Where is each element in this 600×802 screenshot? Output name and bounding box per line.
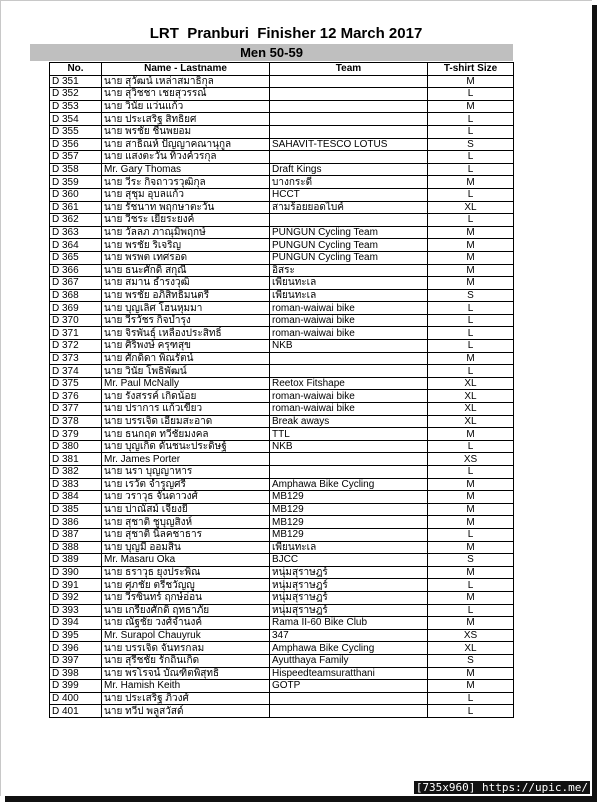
cell-size: L bbox=[428, 440, 514, 453]
cell-no: D 385 bbox=[50, 503, 102, 516]
cell-team: หนุ่มสุราษฎร์ bbox=[270, 591, 428, 604]
cell-no: D 363 bbox=[50, 226, 102, 239]
cell-name: นาย พรชัย อภิสิทธิ์มนตรี bbox=[102, 289, 270, 302]
cell-team: เพียนทะเล bbox=[270, 289, 428, 302]
cell-name: นาย บุญเลิศ โฮนหุมมา bbox=[102, 302, 270, 315]
cell-name: Mr. Gary Thomas bbox=[102, 163, 270, 176]
cell-team: TTL bbox=[270, 428, 428, 441]
cell-name: นาย ศักดิ์ดา พิณรัตน์ bbox=[102, 352, 270, 365]
table-row bbox=[50, 163, 514, 176]
cell-no: D 388 bbox=[50, 541, 102, 554]
cell-team: หนุ่มสุราษฎร์ bbox=[270, 566, 428, 579]
cell-size: L bbox=[428, 692, 514, 705]
cell-team: Ayutthaya Family bbox=[270, 654, 428, 667]
cell-name: นาย บรรเจิด จันทรกลม bbox=[102, 642, 270, 655]
table-row bbox=[50, 680, 514, 693]
cell-name: นาย สุรีชชัย รักถิ่นเกิด bbox=[102, 654, 270, 667]
page-border-left bbox=[0, 0, 1, 796]
cell-team: Rama II-60 Bike Club bbox=[270, 617, 428, 630]
table-row bbox=[50, 516, 514, 529]
cell-no: D 370 bbox=[50, 314, 102, 327]
cell-no: D 362 bbox=[50, 214, 102, 227]
cell-size: M bbox=[428, 239, 514, 252]
table-row bbox=[50, 453, 514, 466]
cell-size: S bbox=[428, 289, 514, 302]
cell-size: M bbox=[428, 277, 514, 290]
table-row bbox=[50, 138, 514, 151]
cell-name: นาย วีระ กิจถาวรวุฒิกุล bbox=[102, 176, 270, 189]
cell-no: D 361 bbox=[50, 201, 102, 214]
cell-team: Amphawa Bike Cycling bbox=[270, 642, 428, 655]
cell-no: D 356 bbox=[50, 138, 102, 151]
cell-team: roman-waiwai bike bbox=[270, 327, 428, 340]
cell-size: S bbox=[428, 654, 514, 667]
cell-name: นาย วราวุธ จันดาวงศ์ bbox=[102, 491, 270, 504]
cell-no: D 377 bbox=[50, 403, 102, 416]
cell-no: D 366 bbox=[50, 264, 102, 277]
cell-no: D 355 bbox=[50, 125, 102, 138]
cell-name: นาย ธนกฤต ทวีชัยมงคล bbox=[102, 428, 270, 441]
cell-size: XL bbox=[428, 201, 514, 214]
cell-no: D 357 bbox=[50, 151, 102, 164]
cell-no: D 378 bbox=[50, 415, 102, 428]
cell-name: นาย สุวัฒน์ เหล่าสมาธิกุล bbox=[102, 75, 270, 88]
cell-name: นาย สาธิณห์ ปัญญาคณานุกูล bbox=[102, 138, 270, 151]
cell-name: นาย วัลลภ ภาณุมิพฤกษ์ bbox=[102, 226, 270, 239]
cell-no: D 391 bbox=[50, 579, 102, 592]
page-border-top bbox=[0, 0, 592, 1]
table-row bbox=[50, 478, 514, 491]
cell-name: นาย ธราวุธ ยุงประพิณ bbox=[102, 566, 270, 579]
table-row bbox=[50, 264, 514, 277]
cell-size: L bbox=[428, 327, 514, 340]
cell-no: D 395 bbox=[50, 629, 102, 642]
cell-name: นาย สุชาติ นิลคชาธาร bbox=[102, 528, 270, 541]
cell-size: L bbox=[428, 340, 514, 353]
cell-name: นาย วีชระ เยียระยงค์ bbox=[102, 214, 270, 227]
cell-size: M bbox=[428, 541, 514, 554]
cell-name: นาย ปราการ แก้วเขียว bbox=[102, 403, 270, 416]
table-body bbox=[50, 75, 514, 717]
cell-size: L bbox=[428, 604, 514, 617]
finisher-table bbox=[49, 62, 514, 718]
cell-name: นาย รังสรรค์ เกิดน้อย bbox=[102, 390, 270, 403]
cell-name: นาย วินัย แว่นแก้ว bbox=[102, 100, 270, 113]
cell-size: M bbox=[428, 478, 514, 491]
cell-size: XL bbox=[428, 642, 514, 655]
table-row bbox=[50, 541, 514, 554]
cell-no: D 374 bbox=[50, 365, 102, 378]
watermark-label: [735x960] https://upic.me/ bbox=[415, 781, 588, 794]
table-row bbox=[50, 503, 514, 516]
cell-no: D 376 bbox=[50, 390, 102, 403]
cell-name: นาย สมาน ธำรงวุฒิ bbox=[102, 277, 270, 290]
section-header: Men 50-59 bbox=[30, 44, 513, 61]
cell-no: D 380 bbox=[50, 440, 102, 453]
cell-name: Mr. Hamish Keith bbox=[102, 680, 270, 693]
cell-team: 347 bbox=[270, 629, 428, 642]
cell-name: Mr. James Porter bbox=[102, 453, 270, 466]
cell-team: Amphawa Bike Cycling bbox=[270, 478, 428, 491]
cell-no: D 379 bbox=[50, 428, 102, 441]
cell-team: roman-waiwai bike bbox=[270, 314, 428, 327]
cell-team: roman-waiwai bike bbox=[270, 302, 428, 315]
cell-size: XL bbox=[428, 390, 514, 403]
cell-team bbox=[270, 453, 428, 466]
cell-team bbox=[270, 125, 428, 138]
cell-team: PUNGUN Cycling Team bbox=[270, 226, 428, 239]
cell-team: Reetox Fitshape bbox=[270, 377, 428, 390]
table-row bbox=[50, 415, 514, 428]
cell-team: BJCC bbox=[270, 554, 428, 567]
cell-size: M bbox=[428, 264, 514, 277]
table-row bbox=[50, 491, 514, 504]
cell-size: M bbox=[428, 680, 514, 693]
table-row bbox=[50, 377, 514, 390]
table-row bbox=[50, 251, 514, 264]
cell-size: L bbox=[428, 113, 514, 126]
cell-size: L bbox=[428, 528, 514, 541]
table-row bbox=[50, 176, 514, 189]
cell-no: D 352 bbox=[50, 88, 102, 101]
cell-team bbox=[270, 692, 428, 705]
cell-size: L bbox=[428, 151, 514, 164]
table-row bbox=[50, 667, 514, 680]
table-row bbox=[50, 151, 514, 164]
cell-name: นาย ศุภชัย ตรีชวัญญู bbox=[102, 579, 270, 592]
cell-no: D 383 bbox=[50, 478, 102, 491]
table-row bbox=[50, 365, 514, 378]
table-row bbox=[50, 591, 514, 604]
cell-size: XL bbox=[428, 377, 514, 390]
cell-no: D 394 bbox=[50, 617, 102, 630]
cell-size: L bbox=[428, 125, 514, 138]
cell-name: นาย พรชัย ริเจริญ bbox=[102, 239, 270, 252]
table-row bbox=[50, 403, 514, 416]
cell-name: นาย บุญเกิด ดันชนะประดิษฐ์ bbox=[102, 440, 270, 453]
cell-team: PUNGUN Cycling Team bbox=[270, 251, 428, 264]
cell-name: Mr. Paul McNally bbox=[102, 377, 270, 390]
cell-team bbox=[270, 75, 428, 88]
cell-no: D 400 bbox=[50, 692, 102, 705]
cell-name: นาย แสงตะวัน ทิวงค์วรกุล bbox=[102, 151, 270, 164]
table-row bbox=[50, 188, 514, 201]
cell-name: นาย สุชุม อุบลแก้ว bbox=[102, 188, 270, 201]
cell-team: บางกระดี่ bbox=[270, 176, 428, 189]
cell-size: XS bbox=[428, 453, 514, 466]
table-row bbox=[50, 579, 514, 592]
cell-no: D 396 bbox=[50, 642, 102, 655]
cell-team: Break aways bbox=[270, 415, 428, 428]
cell-team: NKB bbox=[270, 440, 428, 453]
cell-size: L bbox=[428, 466, 514, 479]
column-header-team: Team bbox=[270, 63, 428, 76]
table-row bbox=[50, 100, 514, 113]
cell-no: D 384 bbox=[50, 491, 102, 504]
cell-name: นาย พรพต เทศรอด bbox=[102, 251, 270, 264]
cell-team: MB129 bbox=[270, 491, 428, 504]
cell-team: Draft Kings bbox=[270, 163, 428, 176]
cell-size: L bbox=[428, 579, 514, 592]
table-row bbox=[50, 314, 514, 327]
cell-no: D 401 bbox=[50, 705, 102, 718]
cell-name: นาย พรชัย ชื่นพยอม bbox=[102, 125, 270, 138]
cell-no: D 386 bbox=[50, 516, 102, 529]
table-row bbox=[50, 705, 514, 718]
cell-name: นาย จิรพันธุ์ เหลืองประสิทธิ์ bbox=[102, 327, 270, 340]
cell-size: XS bbox=[428, 629, 514, 642]
cell-size: L bbox=[428, 314, 514, 327]
table-row bbox=[50, 654, 514, 667]
cell-size: S bbox=[428, 138, 514, 151]
cell-size: L bbox=[428, 705, 514, 718]
table-row bbox=[50, 440, 514, 453]
cell-name: นาย ธนะศักดิ์ สกุณี bbox=[102, 264, 270, 277]
page-shadow-bottom bbox=[5, 796, 597, 802]
cell-name: นาย วินัย โพธิพัฒน์ bbox=[102, 365, 270, 378]
cell-size: L bbox=[428, 88, 514, 101]
cell-size: L bbox=[428, 214, 514, 227]
table-row bbox=[50, 113, 514, 126]
table-row bbox=[50, 302, 514, 315]
cell-name: นาย ประเสริฐ ภิวงศ์ bbox=[102, 692, 270, 705]
cell-size: M bbox=[428, 352, 514, 365]
cell-name: นาย บุญมี ออมสิน bbox=[102, 541, 270, 554]
column-header-name: Name - Lastname bbox=[102, 63, 270, 76]
cell-name: นาย สุชาติ ชูบุญสิงห์ bbox=[102, 516, 270, 529]
table-row bbox=[50, 201, 514, 214]
cell-size: M bbox=[428, 667, 514, 680]
table-row bbox=[50, 289, 514, 302]
cell-team bbox=[270, 466, 428, 479]
cell-size: L bbox=[428, 365, 514, 378]
table-row bbox=[50, 554, 514, 567]
cell-no: D 390 bbox=[50, 566, 102, 579]
cell-no: D 399 bbox=[50, 680, 102, 693]
cell-team: เพียนทะเล bbox=[270, 277, 428, 290]
cell-name: นาย เกรียงศักดิ์ ฤทธาภัย bbox=[102, 604, 270, 617]
cell-size: S bbox=[428, 554, 514, 567]
cell-team: Hispeedteamsuratthani bbox=[270, 667, 428, 680]
cell-size: M bbox=[428, 491, 514, 504]
table-row bbox=[50, 428, 514, 441]
cell-size: L bbox=[428, 302, 514, 315]
table-row bbox=[50, 466, 514, 479]
cell-size: M bbox=[428, 516, 514, 529]
table-row bbox=[50, 277, 514, 290]
cell-size: L bbox=[428, 188, 514, 201]
cell-team bbox=[270, 352, 428, 365]
cell-name: นาย วีรวัชร กิจบำรุง bbox=[102, 314, 270, 327]
cell-size: M bbox=[428, 75, 514, 88]
cell-team bbox=[270, 88, 428, 101]
cell-no: D 387 bbox=[50, 528, 102, 541]
cell-no: D 368 bbox=[50, 289, 102, 302]
cell-no: D 353 bbox=[50, 100, 102, 113]
cell-size: M bbox=[428, 503, 514, 516]
cell-name: Mr. Surapol Chauyruk bbox=[102, 629, 270, 642]
cell-team: PUNGUN Cycling Team bbox=[270, 239, 428, 252]
cell-no: D 389 bbox=[50, 554, 102, 567]
table-row bbox=[50, 125, 514, 138]
table-row bbox=[50, 390, 514, 403]
cell-size: M bbox=[428, 591, 514, 604]
table-row bbox=[50, 566, 514, 579]
cell-size: XL bbox=[428, 415, 514, 428]
table-row bbox=[50, 75, 514, 88]
cell-team: NKB bbox=[270, 340, 428, 353]
cell-team: roman-waiwai bike bbox=[270, 390, 428, 403]
table-row bbox=[50, 214, 514, 227]
cell-no: D 393 bbox=[50, 604, 102, 617]
table-row bbox=[50, 226, 514, 239]
table-header-row bbox=[50, 63, 514, 76]
cell-name: นาย เรวัต จำรูญศรี bbox=[102, 478, 270, 491]
cell-team bbox=[270, 705, 428, 718]
column-header-no: No. bbox=[50, 63, 102, 76]
cell-name: นาย ศิริพงษ์ ครุฑสุข bbox=[102, 340, 270, 353]
cell-team: SAHAVIT-TESCO LOTUS bbox=[270, 138, 428, 151]
cell-team bbox=[270, 214, 428, 227]
cell-no: D 351 bbox=[50, 75, 102, 88]
table-row bbox=[50, 629, 514, 642]
cell-no: D 373 bbox=[50, 352, 102, 365]
cell-team: อิสระ bbox=[270, 264, 428, 277]
cell-name: นาย ณัฐชัย วงศ์จำนงค์ bbox=[102, 617, 270, 630]
cell-no: D 365 bbox=[50, 251, 102, 264]
cell-no: D 398 bbox=[50, 667, 102, 680]
cell-size: L bbox=[428, 163, 514, 176]
cell-no: D 397 bbox=[50, 654, 102, 667]
table-row bbox=[50, 239, 514, 252]
cell-size: XL bbox=[428, 403, 514, 416]
cell-name: นาย รัชนาท พฤกษาตะวัน bbox=[102, 201, 270, 214]
cell-name: นาย ทวีป พลูสวัสด์ bbox=[102, 705, 270, 718]
table-row bbox=[50, 352, 514, 365]
table-row bbox=[50, 327, 514, 340]
cell-team: สามร้อยยอดไบค์ bbox=[270, 201, 428, 214]
cell-no: D 354 bbox=[50, 113, 102, 126]
cell-team bbox=[270, 100, 428, 113]
cell-no: D 358 bbox=[50, 163, 102, 176]
cell-no: D 382 bbox=[50, 466, 102, 479]
cell-size: M bbox=[428, 176, 514, 189]
table-row bbox=[50, 340, 514, 353]
cell-team bbox=[270, 365, 428, 378]
cell-size: M bbox=[428, 428, 514, 441]
cell-size: M bbox=[428, 617, 514, 630]
cell-no: D 369 bbox=[50, 302, 102, 315]
cell-team: roman-waiwai bike bbox=[270, 403, 428, 416]
cell-team: GOTP bbox=[270, 680, 428, 693]
cell-name: Mr. Masaru Oka bbox=[102, 554, 270, 567]
cell-no: D 372 bbox=[50, 340, 102, 353]
document-title: LRT Pranburi Finisher 12 March 2017 bbox=[149, 25, 423, 42]
cell-no: D 359 bbox=[50, 176, 102, 189]
cell-no: D 367 bbox=[50, 277, 102, 290]
cell-name: นาย สุวิชชา เชยสุวรรณ์ bbox=[102, 88, 270, 101]
cell-size: M bbox=[428, 100, 514, 113]
table-row bbox=[50, 692, 514, 705]
cell-size: M bbox=[428, 566, 514, 579]
cell-team: MB129 bbox=[270, 503, 428, 516]
cell-no: D 375 bbox=[50, 377, 102, 390]
cell-team: MB129 bbox=[270, 516, 428, 529]
cell-name: นาย พรโรจน์ บัณฑิตพิสุทธิ์ bbox=[102, 667, 270, 680]
cell-team: หนุ่มสุราษฎร์ bbox=[270, 579, 428, 592]
cell-team bbox=[270, 151, 428, 164]
cell-name: นาย วีรซินทร์ ฤกษ์อ่อน bbox=[102, 591, 270, 604]
cell-name: นาย ปาณัสม์ เจียงยี่ bbox=[102, 503, 270, 516]
cell-team: หนุ่มสุราษฎร์ bbox=[270, 604, 428, 617]
table-row bbox=[50, 604, 514, 617]
table-row bbox=[50, 642, 514, 655]
cell-no: D 371 bbox=[50, 327, 102, 340]
page-shadow-right bbox=[592, 5, 597, 802]
cell-no: D 392 bbox=[50, 591, 102, 604]
cell-team: HCCT bbox=[270, 188, 428, 201]
table-row bbox=[50, 617, 514, 630]
column-header-size: T-shirt Size bbox=[428, 63, 514, 76]
cell-name: นาย บรรเจิด เอี่ยมสะอาด bbox=[102, 415, 270, 428]
cell-team: เพียนทะเล bbox=[270, 541, 428, 554]
cell-team: MB129 bbox=[270, 528, 428, 541]
cell-size: M bbox=[428, 251, 514, 264]
cell-no: D 381 bbox=[50, 453, 102, 466]
table-row bbox=[50, 88, 514, 101]
cell-no: D 360 bbox=[50, 188, 102, 201]
cell-team bbox=[270, 113, 428, 126]
cell-name: นาย นรา บุญญาหาร bbox=[102, 466, 270, 479]
cell-name: นาย ประเสริฐ สิทธิยศ bbox=[102, 113, 270, 126]
cell-no: D 364 bbox=[50, 239, 102, 252]
cell-size: M bbox=[428, 226, 514, 239]
table-row bbox=[50, 528, 514, 541]
